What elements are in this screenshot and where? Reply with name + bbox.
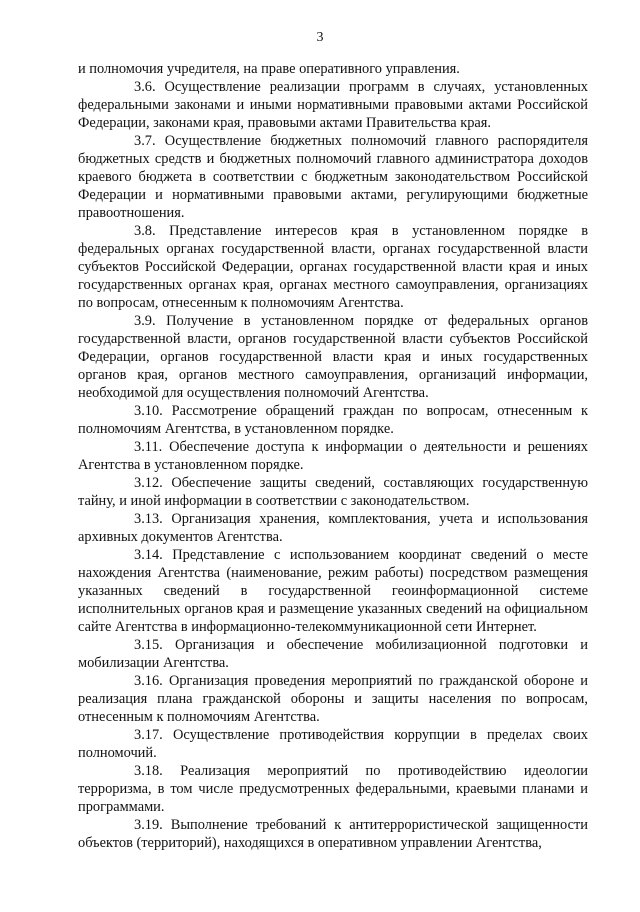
paragraph-3-10: 3.10. Рассмотрение обращений граждан по вопросам, отнесенным к полномочиям Агентства, в установленном порядке. xyxy=(78,403,588,437)
paragraph-intro: и полномочия учредителя, на праве оперативного управления. xyxy=(78,61,460,77)
paragraph-3-15: 3.15. Организация и обеспечение мобилизационной подготовки и мобилизации Агентства. xyxy=(78,637,588,671)
document-body xyxy=(78,60,588,852)
paragraph-3-19: 3.19. Выполнение требований к антитеррористической защищенности объектов (территорий), находящихся в оперативном управлении Агентства, xyxy=(78,817,588,851)
paragraph-3-9: 3.9. Получение в установленном порядке от федеральных органов государственной власти, органов государственной власти субъектов Российской Федерации, органов государственной власти края и иных государственных органов края, органов местного самоуправления, организаций информации, необходимой для осуществления полномочий Агентства. xyxy=(78,313,588,401)
paragraph-3-6: 3.6. Осуществление реализации программ в случаях, установленных федеральными законами и иными нормативными правовыми актами Российской Федерации, законами края, правовыми актами Правительства края. xyxy=(78,79,588,131)
paragraph-3-16: 3.16. Организация проведения мероприятий по гражданской обороне и реализация плана гражданской обороны и защиты населения по вопросам, отнесенным к полномочиям Агентства. xyxy=(78,673,588,725)
paragraph-3-11: 3.11. Обеспечение доступа к информации о деятельности и решениях Агентства в установленном порядке. xyxy=(78,439,588,473)
page-number: 3 xyxy=(316,30,324,45)
paragraph-3-7: 3.7. Осуществление бюджетных полномочий главного распорядителя бюджетных средств и бюджетных полномочий главного администратора доходов краевого бюджета в соответствии с бюджетным законодательством Российской Федерации и нормативными правовыми актами, регулирующими бюджетные правоотношения. xyxy=(78,133,588,221)
paragraph-3-8: 3.8. Представление интересов края в установленном порядке в федеральных органах государственной власти, органах государственной власти субъектов Российской Федерации, органах государственной власти края и иных государственных органах края, органах местного самоуправления, организациях по вопросам, отнесенным к полномочиям Агентства. xyxy=(78,223,588,311)
paragraph-3-12: 3.12. Обеспечение защиты сведений, составляющих государственную тайну, и иной информации в соответствии с законодательством. xyxy=(78,475,588,509)
paragraph-3-13: 3.13. Организация хранения, комплектования, учета и использования архивных документов Агентства. xyxy=(78,511,588,545)
paragraph-3-17: 3.17. Осуществление противодействия коррупции в пределах своих полномочий. xyxy=(78,727,588,761)
paragraph-3-14: 3.14. Представление с использованием координат сведений о месте нахождения Агентства (наименование, режим работы) посредством размещения указанных сведений в государственной геоинформационной системе исполнительных органов края и размещение указанных сведений на официальном сайте Агентства в информационно-телекоммуникационной сети Интернет. xyxy=(78,547,588,635)
paragraph-3-18: 3.18. Реализация мероприятий по противодействию идеологии терроризма, в том числе предусмотренных федеральными, краевыми планами и программами. xyxy=(78,763,588,815)
